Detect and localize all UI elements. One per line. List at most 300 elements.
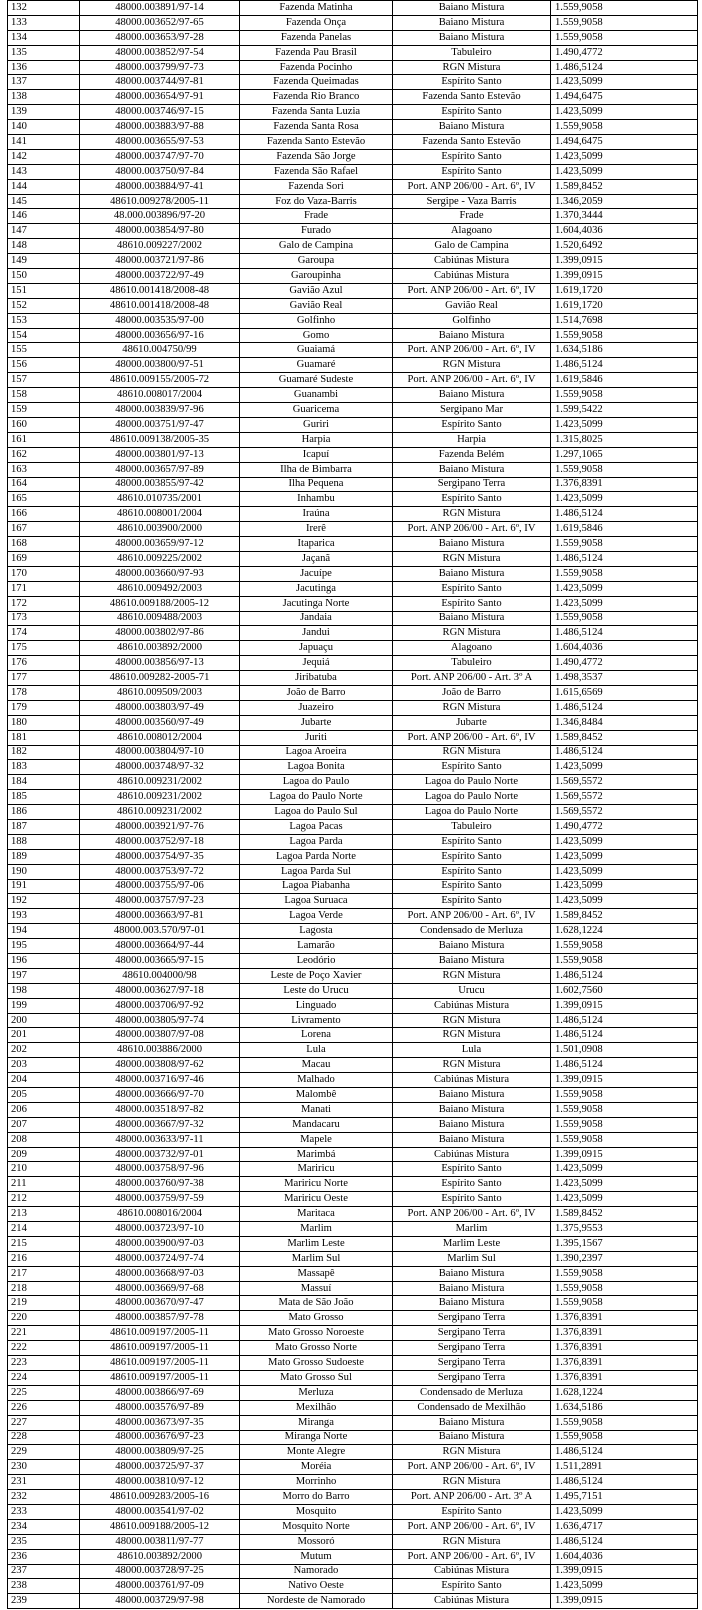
reference-oil-cell: RGN Mistura bbox=[393, 700, 551, 715]
reference-price-cell: 1.589,8452 bbox=[551, 730, 698, 745]
table-row bbox=[8, 283, 698, 298]
field-name-cell: Leodório bbox=[240, 954, 393, 969]
reference-price-cell: 1.494,6475 bbox=[551, 135, 698, 150]
reference-price-cell: 1.486,5124 bbox=[551, 700, 698, 715]
reference-oil-cell: Tabuleiro bbox=[393, 656, 551, 671]
reference-oil-cell: Sergipe - Vaza Barris bbox=[393, 194, 551, 209]
field-name-cell: Mariricu Oeste bbox=[240, 1192, 393, 1207]
reference-oil-cell: Espírito Santo bbox=[393, 849, 551, 864]
row-number-cell: 239 bbox=[8, 1594, 80, 1609]
row-number-cell: 176 bbox=[8, 656, 80, 671]
price-table-body bbox=[8, 1, 698, 1609]
reference-price-cell: 1.636,4717 bbox=[551, 1519, 698, 1534]
process-number-cell: 48610.009231/2002 bbox=[80, 805, 240, 820]
field-name-cell: Fazenda Queimadas bbox=[240, 75, 393, 90]
field-name-cell: Mato Grosso Norte bbox=[240, 1341, 393, 1356]
table-row bbox=[8, 1266, 698, 1281]
reference-price-cell: 1.559,9058 bbox=[551, 388, 698, 403]
table-row bbox=[8, 135, 698, 150]
field-name-cell: Garoupa bbox=[240, 254, 393, 269]
process-number-cell: 48000.003732/97-01 bbox=[80, 1147, 240, 1162]
reference-oil-cell: Sergipano Terra bbox=[393, 1311, 551, 1326]
process-number-cell: 48610.008016/2004 bbox=[80, 1207, 240, 1222]
table-row bbox=[8, 1504, 698, 1519]
field-name-cell: Mutum bbox=[240, 1549, 393, 1564]
reference-oil-cell: Baiano Mistura bbox=[393, 1088, 551, 1103]
reference-oil-cell: Baiano Mistura bbox=[393, 611, 551, 626]
row-number-cell: 200 bbox=[8, 1013, 80, 1028]
process-number-cell: 48000.003760/97-38 bbox=[80, 1177, 240, 1192]
reference-price-cell: 1.423,5099 bbox=[551, 581, 698, 596]
table-row bbox=[8, 537, 698, 552]
reference-price-cell: 1.423,5099 bbox=[551, 760, 698, 775]
row-number-cell: 142 bbox=[8, 149, 80, 164]
table-row bbox=[8, 685, 698, 700]
reference-oil-cell: Espírito Santo bbox=[393, 1579, 551, 1594]
field-name-cell: Namorado bbox=[240, 1564, 393, 1579]
process-number-cell: 48000.003761/97-09 bbox=[80, 1579, 240, 1594]
reference-price-cell: 1.486,5124 bbox=[551, 507, 698, 522]
table-row bbox=[8, 805, 698, 820]
process-number-cell: 48000.003660/97-93 bbox=[80, 566, 240, 581]
reference-oil-cell: Baiano Mistura bbox=[393, 1266, 551, 1281]
process-number-cell: 48000.003664/97-44 bbox=[80, 939, 240, 954]
reference-price-cell: 1.559,9058 bbox=[551, 30, 698, 45]
field-name-cell: Macau bbox=[240, 1058, 393, 1073]
process-number-cell: 48610.008017/2004 bbox=[80, 388, 240, 403]
row-number-cell: 165 bbox=[8, 492, 80, 507]
row-number-cell: 145 bbox=[8, 194, 80, 209]
row-number-cell: 155 bbox=[8, 343, 80, 358]
field-name-cell: Lagoa Verde bbox=[240, 909, 393, 924]
table-row bbox=[8, 864, 698, 879]
reference-oil-cell: Baiano Mistura bbox=[393, 1102, 551, 1117]
table-row bbox=[8, 1058, 698, 1073]
reference-oil-cell: RGN Mistura bbox=[393, 745, 551, 760]
reference-price-cell: 1.559,9058 bbox=[551, 1296, 698, 1311]
process-number-cell: 48610.009278/2005-11 bbox=[80, 194, 240, 209]
reference-price-cell: 1.604,4036 bbox=[551, 224, 698, 239]
row-number-cell: 199 bbox=[8, 998, 80, 1013]
row-number-cell: 181 bbox=[8, 730, 80, 745]
reference-price-cell: 1.634,5186 bbox=[551, 343, 698, 358]
reference-oil-cell: RGN Mistura bbox=[393, 1058, 551, 1073]
reference-oil-cell: Espírito Santo bbox=[393, 164, 551, 179]
field-name-cell: Marlim bbox=[240, 1222, 393, 1237]
process-number-cell: 48000.003655/97-53 bbox=[80, 135, 240, 150]
reference-price-cell: 1.423,5099 bbox=[551, 492, 698, 507]
reference-price-cell: 1.495,7151 bbox=[551, 1490, 698, 1505]
reference-oil-cell: Port. ANP 206/00 - Art. 6º, IV bbox=[393, 283, 551, 298]
row-number-cell: 189 bbox=[8, 849, 80, 864]
field-name-cell: Massuí bbox=[240, 1281, 393, 1296]
field-name-cell: Malhado bbox=[240, 1073, 393, 1088]
field-name-cell: Gomo bbox=[240, 328, 393, 343]
field-name-cell: Lagoa Suruaca bbox=[240, 894, 393, 909]
reference-price-cell: 1.486,5124 bbox=[551, 1028, 698, 1043]
table-row bbox=[8, 507, 698, 522]
process-number-cell: 48000.003706/97-92 bbox=[80, 998, 240, 1013]
reference-price-cell: 1.399,0915 bbox=[551, 1147, 698, 1162]
row-number-cell: 182 bbox=[8, 745, 80, 760]
reference-price-cell: 1.486,5124 bbox=[551, 745, 698, 760]
reference-price-cell: 1.490,4772 bbox=[551, 656, 698, 671]
table-row bbox=[8, 983, 698, 998]
table-row bbox=[8, 1594, 698, 1609]
table-row bbox=[8, 1490, 698, 1505]
reference-price-cell: 1.423,5099 bbox=[551, 864, 698, 879]
reference-price-cell: 1.569,5572 bbox=[551, 805, 698, 820]
reference-price-cell: 1.395,1567 bbox=[551, 1236, 698, 1251]
reference-price-cell: 1.559,9058 bbox=[551, 1102, 698, 1117]
reference-oil-cell: Port. ANP 206/00 - Art. 6º, IV bbox=[393, 1460, 551, 1475]
field-name-cell: Lagosta bbox=[240, 924, 393, 939]
table-row bbox=[8, 671, 698, 686]
table-row bbox=[8, 1445, 698, 1460]
field-name-cell: Fazenda Pocinho bbox=[240, 60, 393, 75]
reference-price-cell: 1.423,5099 bbox=[551, 164, 698, 179]
reference-price-cell: 1.399,0915 bbox=[551, 254, 698, 269]
process-number-cell: 48000.003657/97-89 bbox=[80, 462, 240, 477]
table-row bbox=[8, 313, 698, 328]
table-row bbox=[8, 1579, 698, 1594]
reference-oil-cell: Baiano Mistura bbox=[393, 1, 551, 16]
field-name-cell: Galo de Campina bbox=[240, 239, 393, 254]
table-row bbox=[8, 1207, 698, 1222]
field-name-cell: Leste de Poço Xavier bbox=[240, 968, 393, 983]
table-row bbox=[8, 1177, 698, 1192]
field-name-cell: Jacutinga bbox=[240, 581, 393, 596]
process-number-cell: 48000.003754/97-35 bbox=[80, 849, 240, 864]
process-number-cell: 48000.003810/97-12 bbox=[80, 1475, 240, 1490]
reference-oil-cell: Port. ANP 206/00 - Art. 6º, IV bbox=[393, 522, 551, 537]
table-row bbox=[8, 1549, 698, 1564]
reference-price-cell: 1.423,5099 bbox=[551, 1192, 698, 1207]
reference-price-cell: 1.490,4772 bbox=[551, 819, 698, 834]
table-row bbox=[8, 1013, 698, 1028]
table-row bbox=[8, 1534, 698, 1549]
reference-price-cell: 1.520,6492 bbox=[551, 239, 698, 254]
row-number-cell: 175 bbox=[8, 641, 80, 656]
process-number-cell: 48610.009155/2005-72 bbox=[80, 373, 240, 388]
row-number-cell: 215 bbox=[8, 1236, 80, 1251]
table-row bbox=[8, 492, 698, 507]
row-number-cell: 212 bbox=[8, 1192, 80, 1207]
field-name-cell: Ilha Pequena bbox=[240, 477, 393, 492]
row-number-cell: 196 bbox=[8, 954, 80, 969]
reference-price-cell: 1.423,5099 bbox=[551, 1504, 698, 1519]
reference-oil-cell: RGN Mistura bbox=[393, 968, 551, 983]
table-row bbox=[8, 45, 698, 60]
reference-price-cell: 1.297,1065 bbox=[551, 447, 698, 462]
field-name-cell: Fazenda São Jorge bbox=[240, 149, 393, 164]
reference-price-cell: 1.559,9058 bbox=[551, 462, 698, 477]
process-number-cell: 48610.009231/2002 bbox=[80, 790, 240, 805]
reference-oil-cell: Baiano Mistura bbox=[393, 1296, 551, 1311]
process-number-cell: 48000.003755/97-06 bbox=[80, 879, 240, 894]
row-number-cell: 184 bbox=[8, 775, 80, 790]
row-number-cell: 190 bbox=[8, 864, 80, 879]
reference-price-cell: 1.486,5124 bbox=[551, 626, 698, 641]
reference-price-cell: 1.423,5099 bbox=[551, 834, 698, 849]
field-name-cell: Fazenda Onça bbox=[240, 15, 393, 30]
row-number-cell: 151 bbox=[8, 283, 80, 298]
row-number-cell: 187 bbox=[8, 819, 80, 834]
table-row bbox=[8, 924, 698, 939]
table-row bbox=[8, 596, 698, 611]
table-row bbox=[8, 224, 698, 239]
reference-price-cell: 1.346,8484 bbox=[551, 715, 698, 730]
reference-price-cell: 1.486,5124 bbox=[551, 1013, 698, 1028]
reference-price-cell: 1.423,5099 bbox=[551, 75, 698, 90]
process-number-cell: 48000.003518/97-82 bbox=[80, 1102, 240, 1117]
process-number-cell: 48.000.003896/97-20 bbox=[80, 209, 240, 224]
field-name-cell: Miranga bbox=[240, 1415, 393, 1430]
reference-price-cell: 1.559,9058 bbox=[551, 15, 698, 30]
reference-price-cell: 1.490,4772 bbox=[551, 45, 698, 60]
process-number-cell: 48000.003921/97-76 bbox=[80, 819, 240, 834]
reference-price-cell: 1.559,9058 bbox=[551, 1088, 698, 1103]
process-number-cell: 48610.009197/2005-11 bbox=[80, 1370, 240, 1385]
table-row bbox=[8, 1281, 698, 1296]
reference-oil-cell: Gavião Real bbox=[393, 298, 551, 313]
reference-price-cell: 1.315,8025 bbox=[551, 432, 698, 447]
table-row bbox=[8, 447, 698, 462]
process-number-cell: 48000.003665/97-15 bbox=[80, 954, 240, 969]
reference-price-cell: 1.628,1224 bbox=[551, 1385, 698, 1400]
field-name-cell: Lagoa Pacas bbox=[240, 819, 393, 834]
reference-oil-cell: Espírito Santo bbox=[393, 75, 551, 90]
row-number-cell: 173 bbox=[8, 611, 80, 626]
process-number-cell: 48610.009138/2005-35 bbox=[80, 432, 240, 447]
reference-price-cell: 1.514,7698 bbox=[551, 313, 698, 328]
table-row bbox=[8, 775, 698, 790]
reference-price-cell: 1.399,0915 bbox=[551, 998, 698, 1013]
table-row bbox=[8, 105, 698, 120]
reference-price-cell: 1.589,8452 bbox=[551, 1207, 698, 1222]
row-number-cell: 139 bbox=[8, 105, 80, 120]
row-number-cell: 135 bbox=[8, 45, 80, 60]
reference-oil-cell: Espírito Santo bbox=[393, 879, 551, 894]
process-number-cell: 48000.003855/97-42 bbox=[80, 477, 240, 492]
field-name-cell: Lagoa Parda Sul bbox=[240, 864, 393, 879]
row-number-cell: 160 bbox=[8, 417, 80, 432]
reference-oil-cell: Port. ANP 206/00 - Art. 6º, IV bbox=[393, 373, 551, 388]
reference-price-cell: 1.423,5099 bbox=[551, 596, 698, 611]
process-number-cell: 48000.003627/97-18 bbox=[80, 983, 240, 998]
process-number-cell: 48000.003852/97-54 bbox=[80, 45, 240, 60]
row-number-cell: 147 bbox=[8, 224, 80, 239]
reference-oil-cell: RGN Mistura bbox=[393, 1028, 551, 1043]
reference-oil-cell: Frade bbox=[393, 209, 551, 224]
reference-price-cell: 1.569,5572 bbox=[551, 790, 698, 805]
table-row bbox=[8, 1385, 698, 1400]
reference-price-cell: 1.559,9058 bbox=[551, 1, 698, 16]
process-number-cell: 48610.003900/2000 bbox=[80, 522, 240, 537]
process-number-cell: 48000.003724/97-74 bbox=[80, 1251, 240, 1266]
reference-price-cell: 1.423,5099 bbox=[551, 849, 698, 864]
table-row bbox=[8, 179, 698, 194]
process-number-cell: 48610.003886/2000 bbox=[80, 1043, 240, 1058]
field-name-cell: Lagoa do Paulo Sul bbox=[240, 805, 393, 820]
table-row bbox=[8, 834, 698, 849]
table-row bbox=[8, 968, 698, 983]
field-name-cell: Massapê bbox=[240, 1266, 393, 1281]
field-name-cell: Marlim Leste bbox=[240, 1236, 393, 1251]
row-number-cell: 211 bbox=[8, 1177, 80, 1192]
reference-price-cell: 1.390,2397 bbox=[551, 1251, 698, 1266]
row-number-cell: 198 bbox=[8, 983, 80, 998]
table-row bbox=[8, 1236, 698, 1251]
reference-oil-cell: Sergipano Mar bbox=[393, 403, 551, 418]
reference-oil-cell: Port. ANP 206/00 - Art. 6º, IV bbox=[393, 179, 551, 194]
row-number-cell: 235 bbox=[8, 1534, 80, 1549]
field-name-cell: Morrinho bbox=[240, 1475, 393, 1490]
reference-price-cell: 1.628,1224 bbox=[551, 924, 698, 939]
row-number-cell: 214 bbox=[8, 1222, 80, 1237]
row-number-cell: 178 bbox=[8, 685, 80, 700]
process-number-cell: 48610.009227/2002 bbox=[80, 239, 240, 254]
process-number-cell: 48000.003750/97-84 bbox=[80, 164, 240, 179]
row-number-cell: 141 bbox=[8, 135, 80, 150]
field-name-cell: Fazenda Matinha bbox=[240, 1, 393, 16]
reference-price-cell: 1.486,5124 bbox=[551, 358, 698, 373]
field-name-cell: Marimbá bbox=[240, 1147, 393, 1162]
reference-oil-cell: Alagoano bbox=[393, 641, 551, 656]
process-number-cell: 48000.003744/97-81 bbox=[80, 75, 240, 90]
reference-oil-cell: Baiano Mistura bbox=[393, 566, 551, 581]
process-number-cell: 48000.003752/97-18 bbox=[80, 834, 240, 849]
field-name-cell: Mata de São João bbox=[240, 1296, 393, 1311]
field-name-cell: Jiribatuba bbox=[240, 671, 393, 686]
table-row bbox=[8, 1028, 698, 1043]
process-number-cell: 48610.009188/2005-12 bbox=[80, 1519, 240, 1534]
table-row bbox=[8, 849, 698, 864]
reference-price-cell: 1.399,0915 bbox=[551, 1564, 698, 1579]
field-name-cell: Mato Grosso Sul bbox=[240, 1370, 393, 1385]
table-row bbox=[8, 1519, 698, 1534]
reference-oil-cell: Fazenda Santo Estevão bbox=[393, 135, 551, 150]
reference-price-cell: 1.423,5099 bbox=[551, 1177, 698, 1192]
reference-oil-cell: Alagoano bbox=[393, 224, 551, 239]
field-name-cell: Morro do Barro bbox=[240, 1490, 393, 1505]
reference-price-cell: 1.619,5846 bbox=[551, 522, 698, 537]
reference-oil-cell: Espírito Santo bbox=[393, 894, 551, 909]
row-number-cell: 217 bbox=[8, 1266, 80, 1281]
reference-oil-cell: Fazenda Belém bbox=[393, 447, 551, 462]
process-number-cell: 48000.003.570/97-01 bbox=[80, 924, 240, 939]
reference-oil-cell: Harpia bbox=[393, 432, 551, 447]
row-number-cell: 225 bbox=[8, 1385, 80, 1400]
row-number-cell: 195 bbox=[8, 939, 80, 954]
row-number-cell: 206 bbox=[8, 1102, 80, 1117]
table-row bbox=[8, 939, 698, 954]
table-row bbox=[8, 403, 698, 418]
process-number-cell: 48000.003663/97-81 bbox=[80, 909, 240, 924]
process-number-cell: 48000.003802/97-86 bbox=[80, 626, 240, 641]
table-row bbox=[8, 1222, 698, 1237]
field-name-cell: Icapuí bbox=[240, 447, 393, 462]
table-row bbox=[8, 819, 698, 834]
reference-price-cell: 1.559,9058 bbox=[551, 1117, 698, 1132]
table-row bbox=[8, 1088, 698, 1103]
row-number-cell: 168 bbox=[8, 537, 80, 552]
field-name-cell: Merluza bbox=[240, 1385, 393, 1400]
reference-price-cell: 1.559,9058 bbox=[551, 611, 698, 626]
reference-oil-cell: Tabuleiro bbox=[393, 819, 551, 834]
row-number-cell: 143 bbox=[8, 164, 80, 179]
field-name-cell: Guaricema bbox=[240, 403, 393, 418]
process-number-cell: 48000.003839/97-96 bbox=[80, 403, 240, 418]
reference-price-cell: 1.501,0908 bbox=[551, 1043, 698, 1058]
reference-oil-cell: Lagoa do Paulo Norte bbox=[393, 790, 551, 805]
process-number-cell: 48000.003883/97-88 bbox=[80, 120, 240, 135]
reference-price-cell: 1.423,5099 bbox=[551, 1579, 698, 1594]
reference-price-cell: 1.423,5099 bbox=[551, 879, 698, 894]
reference-price-cell: 1.376,8391 bbox=[551, 1341, 698, 1356]
reference-oil-cell: Condensado de Mexilhão bbox=[393, 1400, 551, 1415]
row-number-cell: 204 bbox=[8, 1073, 80, 1088]
field-name-cell: Ilha de Bimbarra bbox=[240, 462, 393, 477]
reference-oil-cell: Espírito Santo bbox=[393, 864, 551, 879]
row-number-cell: 146 bbox=[8, 209, 80, 224]
process-number-cell: 48000.003673/97-35 bbox=[80, 1415, 240, 1430]
reference-price-cell: 1.619,1720 bbox=[551, 283, 698, 298]
field-name-cell: Monte Alegre bbox=[240, 1445, 393, 1460]
table-row bbox=[8, 298, 698, 313]
row-number-cell: 228 bbox=[8, 1430, 80, 1445]
reference-price-cell: 1.376,8391 bbox=[551, 477, 698, 492]
table-row bbox=[8, 1102, 698, 1117]
field-name-cell: Juazeiro bbox=[240, 700, 393, 715]
reference-price-cell: 1.486,5124 bbox=[551, 60, 698, 75]
reference-oil-cell: Baiano Mistura bbox=[393, 15, 551, 30]
process-number-cell: 48000.003757/97-23 bbox=[80, 894, 240, 909]
table-row bbox=[8, 700, 698, 715]
reference-price-cell: 1.569,5572 bbox=[551, 775, 698, 790]
row-number-cell: 132 bbox=[8, 1, 80, 16]
field-name-cell: Maritaca bbox=[240, 1207, 393, 1222]
reference-price-cell: 1.486,5124 bbox=[551, 551, 698, 566]
reference-price-cell: 1.423,5099 bbox=[551, 105, 698, 120]
reference-price-cell: 1.399,0915 bbox=[551, 269, 698, 284]
reference-price-cell: 1.559,9058 bbox=[551, 954, 698, 969]
row-number-cell: 224 bbox=[8, 1370, 80, 1385]
table-row bbox=[8, 1326, 698, 1341]
process-number-cell: 48610.010735/2001 bbox=[80, 492, 240, 507]
table-row bbox=[8, 209, 698, 224]
table-row bbox=[8, 1430, 698, 1445]
field-name-cell: Mexilhão bbox=[240, 1400, 393, 1415]
field-name-cell: Mato Grosso Sudoeste bbox=[240, 1356, 393, 1371]
row-number-cell: 183 bbox=[8, 760, 80, 775]
field-name-cell: Lagoa Parda bbox=[240, 834, 393, 849]
field-name-cell: Mapele bbox=[240, 1132, 393, 1147]
process-number-cell: 48610.009509/2003 bbox=[80, 685, 240, 700]
field-name-cell: Lorena bbox=[240, 1028, 393, 1043]
field-name-cell: Gavião Azul bbox=[240, 283, 393, 298]
field-name-cell: Lamarão bbox=[240, 939, 393, 954]
row-number-cell: 219 bbox=[8, 1296, 80, 1311]
reference-oil-cell: RGN Mistura bbox=[393, 1445, 551, 1460]
table-row bbox=[8, 730, 698, 745]
reference-price-cell: 1.559,9058 bbox=[551, 1266, 698, 1281]
row-number-cell: 231 bbox=[8, 1475, 80, 1490]
process-number-cell: 48000.003854/97-80 bbox=[80, 224, 240, 239]
reference-oil-cell: Espírito Santo bbox=[393, 760, 551, 775]
reference-oil-cell: Baiano Mistura bbox=[393, 1415, 551, 1430]
reference-oil-cell: Tabuleiro bbox=[393, 45, 551, 60]
